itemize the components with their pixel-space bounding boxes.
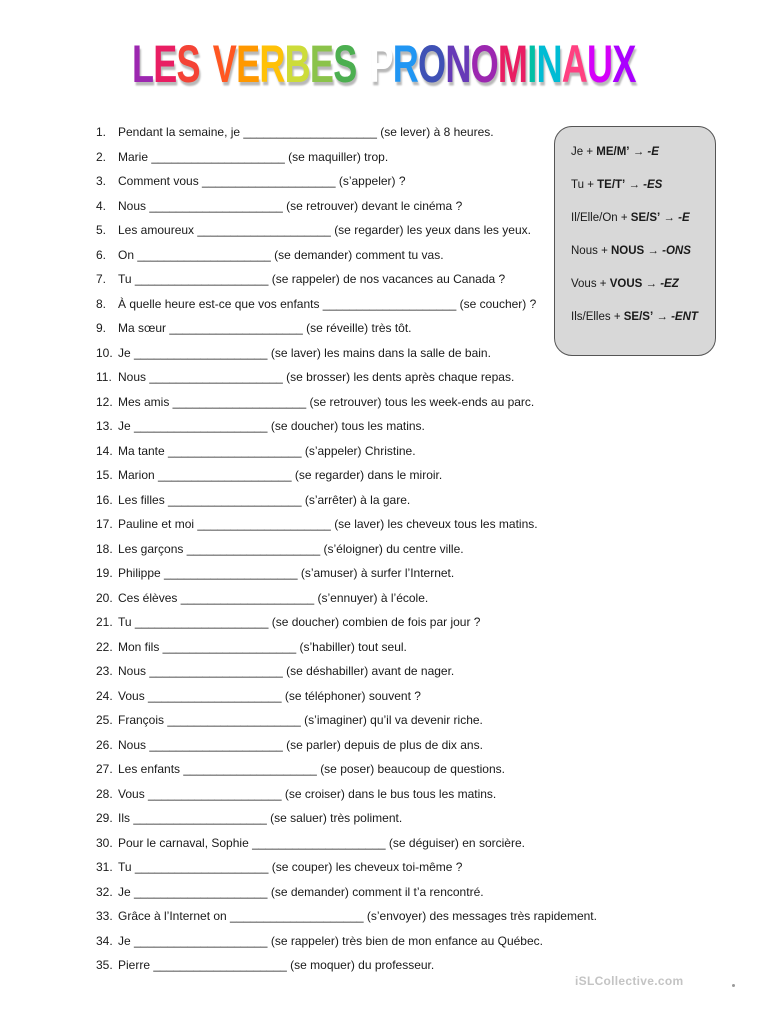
rule-row bbox=[571, 175, 715, 208]
exercise-item bbox=[96, 588, 597, 613]
exercise-sentence: Les garçons ____________________ (s’éloigner) du centre ville. bbox=[118, 541, 464, 556]
exercise-sentence: Je ____________________ (se laver) les mains dans la salle de bain. bbox=[118, 345, 491, 360]
rule-subject: Ils/Elles bbox=[571, 311, 611, 323]
exercise-sentence: Grâce à l’Internet on ____________________ (s’envoyer) des messages très rapidement. bbox=[118, 909, 597, 923]
exercise-item bbox=[96, 563, 597, 588]
title-letter: N bbox=[536, 34, 562, 94]
rule-subject: Il/Elle/On bbox=[571, 212, 618, 224]
exercise-sentence: Pendant la semaine, je ____________________ (se lever) à 8 heures. bbox=[118, 125, 494, 139]
rule-ending: -E bbox=[647, 146, 659, 158]
exercise-sentence: François ____________________ (s’imaginer) qu’il va devenir riche. bbox=[118, 713, 483, 727]
rule-row bbox=[571, 307, 715, 340]
exercise-item bbox=[96, 539, 597, 564]
exercise-number: 15. bbox=[96, 468, 113, 482]
exercise-sentence: Tu ____________________ (se couper) les cheveux toi-même ? bbox=[118, 860, 463, 874]
exercise-item bbox=[96, 147, 597, 172]
exercise-number: 10. bbox=[96, 345, 113, 360]
exercise-sentence: Mon fils ____________________ (s’habiller) tout seul. bbox=[118, 639, 407, 654]
exercise-item bbox=[96, 759, 597, 784]
exercise-item bbox=[96, 122, 597, 147]
title-letter: R bbox=[393, 34, 419, 94]
rule-subject: Vous bbox=[571, 278, 597, 290]
title-letter: E bbox=[153, 34, 177, 94]
exercise-number: 20. bbox=[96, 590, 113, 605]
rule-ending: -ES bbox=[643, 179, 663, 191]
exercise-number: 24. bbox=[96, 688, 113, 703]
exercise-sentence: Marie ____________________ (se maquiller) trop. bbox=[118, 149, 389, 164]
rule-pronoun: TE/T’ bbox=[597, 179, 626, 191]
rule-row bbox=[571, 241, 715, 274]
exercise-sentence: Nous ____________________ (se brosser) les dents après chaque repas. bbox=[118, 370, 515, 384]
rule-ending: -ENT bbox=[671, 311, 698, 323]
exercise-sentence: Comment vous ____________________ (s’appeler) ? bbox=[118, 174, 406, 188]
exercise-item bbox=[96, 906, 597, 931]
page-title bbox=[132, 34, 636, 94]
exercise-item bbox=[96, 196, 597, 221]
exercise-number: 18. bbox=[96, 541, 113, 556]
exercise-list bbox=[96, 122, 597, 980]
exercise-item bbox=[96, 416, 597, 441]
rule-arrow: → bbox=[647, 245, 659, 257]
rule-ending: -EZ bbox=[660, 278, 679, 290]
exercise-item bbox=[96, 220, 597, 245]
exercise-number: 23. bbox=[96, 664, 113, 678]
exercise-sentence: Ma tante ____________________ (s’appeler) Christine. bbox=[118, 443, 416, 458]
rule-plus: + bbox=[601, 245, 608, 257]
rule-pronoun: VOUS bbox=[609, 278, 643, 290]
exercise-number: 33. bbox=[96, 909, 113, 923]
decorative-dot bbox=[732, 984, 735, 987]
exercise-item bbox=[96, 490, 597, 515]
exercise-sentence: Je ____________________ (se rappeler) très bien de mon enfance au Québec. bbox=[118, 933, 543, 948]
exercise-number: 14. bbox=[96, 443, 113, 458]
exercise-sentence: Ma sœur ____________________ (se réveille) très tôt. bbox=[118, 321, 412, 335]
exercise-sentence: Pauline et moi ____________________ (se laver) les cheveux tous les matins. bbox=[118, 517, 538, 531]
exercise-item bbox=[96, 784, 597, 809]
exercise-sentence: Nous ____________________ (se retrouver) devant le cinéma ? bbox=[118, 198, 463, 213]
title-letter: M bbox=[498, 34, 528, 94]
exercise-item bbox=[96, 661, 597, 686]
exercise-number: 32. bbox=[96, 884, 113, 899]
rule-arrow: → bbox=[663, 212, 675, 224]
exercise-number: 21. bbox=[96, 615, 113, 629]
rule-ending: -ONS bbox=[662, 245, 691, 257]
exercise-number: 22. bbox=[96, 639, 113, 654]
exercise-item bbox=[96, 465, 597, 490]
rule-plus: + bbox=[586, 146, 594, 158]
title-letter: B bbox=[284, 34, 311, 94]
exercise-number: 3. bbox=[96, 174, 107, 188]
exercise-item bbox=[96, 245, 597, 270]
exercise-number: 34. bbox=[96, 933, 113, 948]
exercise-item bbox=[96, 367, 597, 392]
exercise-number: 8. bbox=[96, 296, 107, 311]
rule-plus: + bbox=[587, 179, 594, 191]
exercise-item bbox=[96, 735, 597, 760]
exercise-item bbox=[96, 612, 597, 637]
exercise-number: 26. bbox=[96, 737, 113, 752]
exercise-number: 30. bbox=[96, 835, 113, 850]
exercise-number: 29. bbox=[96, 811, 113, 825]
title-letter: O bbox=[470, 34, 499, 94]
rule-plus: + bbox=[620, 212, 628, 224]
rule-row bbox=[571, 274, 715, 307]
exercise-number: 7. bbox=[96, 272, 107, 286]
exercise-item bbox=[96, 833, 597, 858]
exercise-item bbox=[96, 710, 597, 735]
title-letter: X bbox=[612, 34, 636, 94]
exercise-sentence: Je ____________________ (se demander) comment il t’a rencontré. bbox=[118, 884, 484, 899]
exercise-sentence: Nous ____________________ (se parler) depuis de plus de dix ans. bbox=[118, 737, 483, 752]
exercise-number: 1. bbox=[96, 125, 107, 139]
exercise-sentence: Pierre ____________________ (se moquer) du professeur. bbox=[118, 958, 435, 972]
exercise-number: 6. bbox=[96, 247, 107, 262]
rule-subject: Nous bbox=[571, 245, 598, 257]
exercise-number: 4. bbox=[96, 198, 107, 213]
exercise-item bbox=[96, 882, 597, 907]
rule-subject: Tu bbox=[571, 179, 584, 191]
exercise-sentence: Ils ____________________ (se saluer) très poliment. bbox=[118, 811, 403, 825]
exercise-number: 31. bbox=[96, 860, 113, 874]
rule-subject: Je bbox=[571, 146, 584, 158]
title-letter: E bbox=[236, 34, 260, 94]
title-letter: U bbox=[587, 34, 613, 94]
title-letter: R bbox=[259, 34, 285, 94]
exercise-sentence: Mes amis ____________________ (se retrouver) tous les week-ends au parc. bbox=[118, 394, 535, 409]
exercise-sentence: Pour le carnaval, Sophie ____________________ (se déguiser) en sorcière. bbox=[118, 835, 525, 850]
exercise-number: 27. bbox=[96, 762, 113, 776]
exercise-item bbox=[96, 931, 597, 956]
exercise-number: 11. bbox=[96, 370, 112, 384]
rule-pronoun: ME/M’ bbox=[596, 146, 630, 158]
exercise-sentence: Tu ____________________ (se doucher) combien de fois par jour ? bbox=[118, 615, 481, 629]
exercise-sentence: Vous ____________________ (se croiser) dans le bus tous les matins. bbox=[118, 786, 497, 801]
exercise-item bbox=[96, 808, 597, 833]
exercise-number: 2. bbox=[96, 149, 107, 164]
title-letter: E bbox=[310, 34, 334, 94]
title-banner bbox=[0, 34, 768, 94]
rule-arrow: → bbox=[656, 311, 668, 323]
exercise-sentence: On ____________________ (se demander) comment tu vas. bbox=[118, 247, 444, 262]
exercise-number: 13. bbox=[96, 419, 113, 433]
rule-pronoun: NOUS bbox=[610, 245, 645, 257]
exercise-item bbox=[96, 318, 597, 343]
rule-plus: + bbox=[613, 311, 621, 323]
exercise-number: 12. bbox=[96, 394, 113, 409]
rule-pronoun: SE/S’ bbox=[630, 212, 661, 224]
exercise-item bbox=[96, 637, 597, 662]
title-letter: A bbox=[561, 34, 588, 94]
exercise-item bbox=[96, 269, 597, 294]
exercise-number: 16. bbox=[96, 492, 113, 507]
exercise-item bbox=[96, 686, 597, 711]
title-letter: I bbox=[527, 34, 537, 94]
title-letter: P bbox=[369, 34, 393, 94]
title-letter: L bbox=[132, 34, 154, 94]
rule-ending: -E bbox=[678, 212, 690, 224]
exercise-sentence: Nous ____________________ (se déshabiller) avant de nager. bbox=[118, 664, 455, 678]
exercise-item bbox=[96, 441, 597, 466]
exercise-sentence: Je ____________________ (se doucher) tous les matins. bbox=[118, 419, 425, 433]
title-letter: V bbox=[212, 34, 237, 94]
rule-plus: + bbox=[599, 278, 607, 290]
title-letter: O bbox=[418, 34, 446, 94]
rule-row bbox=[571, 208, 715, 241]
exercise-sentence: Les filles ____________________ (s’arrêter) à la gare. bbox=[118, 492, 411, 507]
exercise-item bbox=[96, 294, 597, 319]
exercise-number: 9. bbox=[96, 321, 107, 335]
rule-row bbox=[571, 142, 715, 175]
exercise-number: 28. bbox=[96, 786, 113, 801]
exercise-number: 19. bbox=[96, 566, 113, 580]
exercise-number: 35. bbox=[96, 958, 113, 972]
exercise-sentence: Les amoureux ____________________ (se regarder) les yeux dans les yeux. bbox=[118, 223, 531, 237]
exercise-item bbox=[96, 171, 597, 196]
exercise-sentence: Les enfants ____________________ (se poser) beaucoup de questions. bbox=[118, 762, 505, 776]
watermark: iSLCollective.com bbox=[575, 974, 684, 988]
title-letter: S bbox=[176, 34, 201, 94]
exercise-sentence: Philippe ____________________ (s’amuser) à surfer l’Internet. bbox=[118, 566, 455, 580]
rule-arrow: → bbox=[628, 179, 640, 191]
exercise-item bbox=[96, 955, 597, 980]
rule-arrow: → bbox=[632, 146, 645, 158]
title-letter: N bbox=[445, 34, 471, 94]
exercise-item bbox=[96, 514, 597, 539]
exercise-number: 25. bbox=[96, 713, 113, 727]
conjugation-rules-box bbox=[554, 126, 716, 356]
exercise-sentence: À quelle heure est-ce que vos enfants ____________________ (se coucher) ? bbox=[118, 296, 537, 311]
exercise-sentence: Marion ____________________ (se regarder) dans le miroir. bbox=[118, 468, 443, 482]
exercise-number: 17. bbox=[96, 517, 113, 531]
exercise-number: 5. bbox=[96, 223, 107, 237]
exercise-sentence: Tu ____________________ (se rappeler) de nos vacances au Canada ? bbox=[118, 272, 506, 286]
title-letter: S bbox=[333, 34, 357, 94]
rule-arrow: → bbox=[645, 278, 657, 290]
exercise-item bbox=[96, 857, 597, 882]
rule-pronoun: SE/S’ bbox=[623, 311, 654, 323]
exercise-item bbox=[96, 392, 597, 417]
exercise-item bbox=[96, 343, 597, 368]
exercise-sentence: Ces élèves ____________________ (s’ennuyer) à l’école. bbox=[118, 590, 429, 605]
exercise-sentence: Vous ____________________ (se téléphoner) souvent ? bbox=[118, 688, 421, 703]
